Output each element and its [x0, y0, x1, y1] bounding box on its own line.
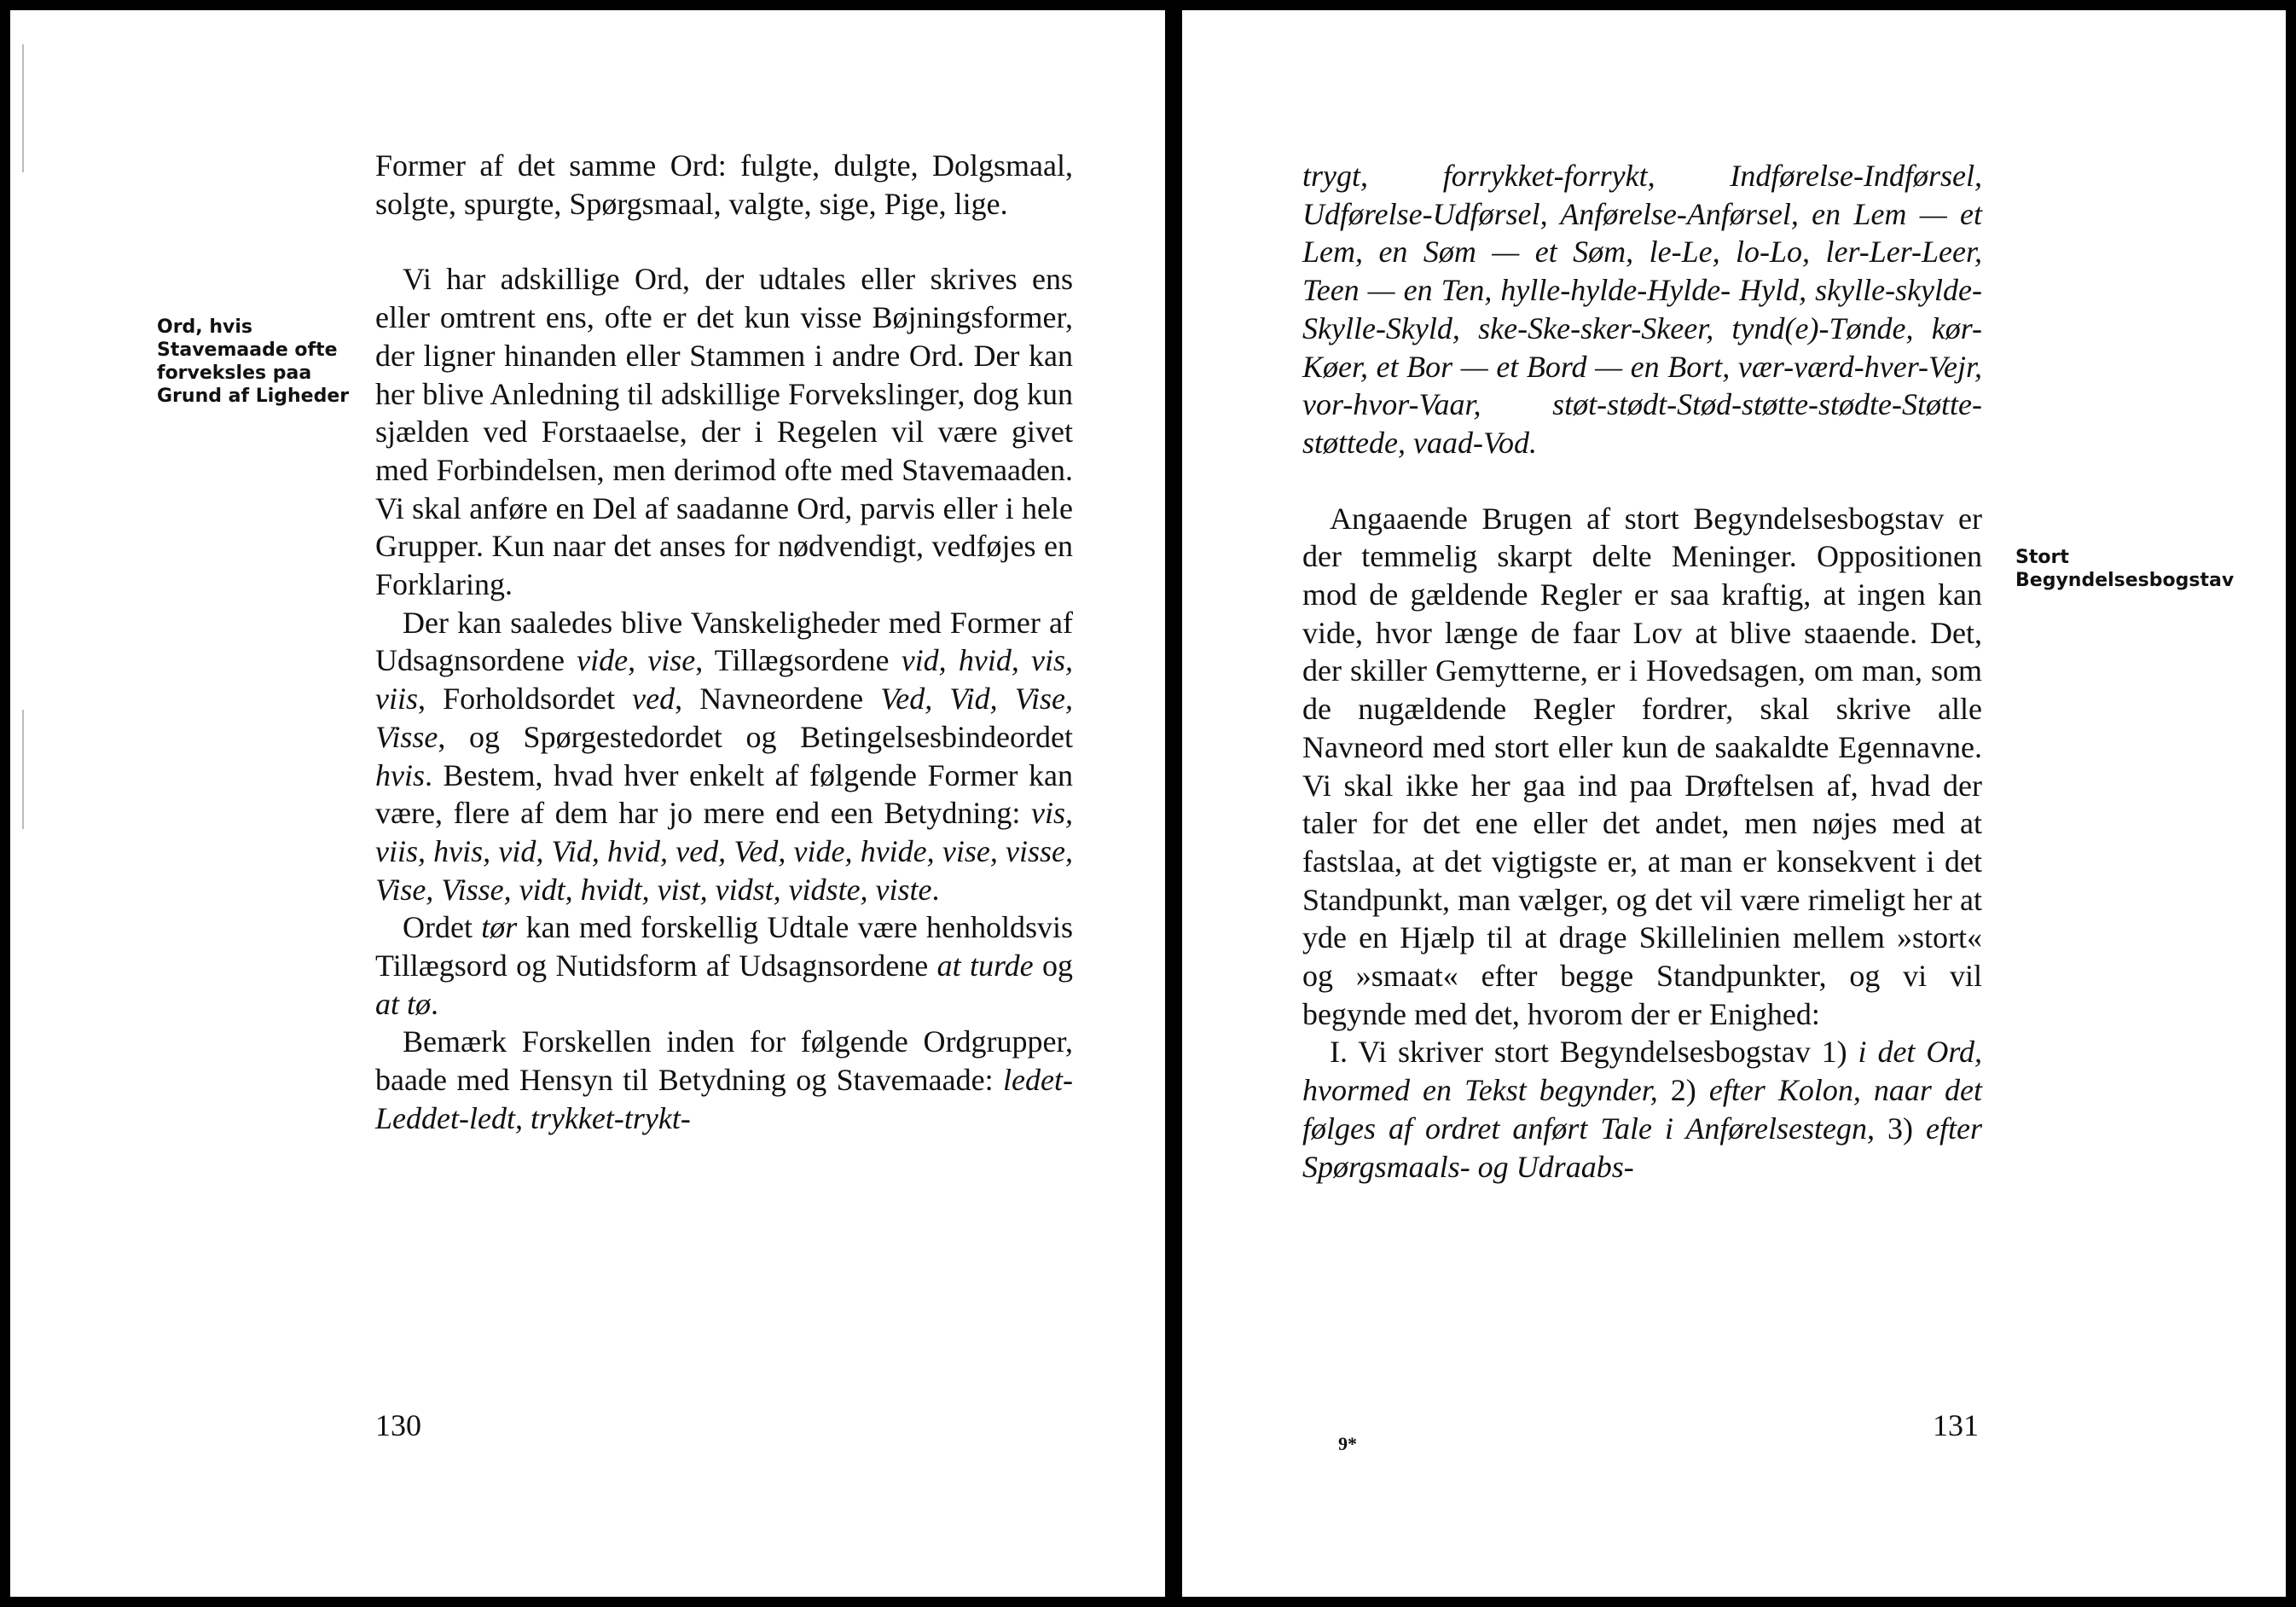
text-run: Der kan saaledes blive Vanskeligheder med Former af Udsagnsordene: [375, 605, 1073, 678]
signature-mark: 9*: [1338, 1433, 1357, 1454]
paragraph: [1302, 1033, 1982, 1186]
body-text: [1302, 157, 1982, 1186]
left-page: [10, 10, 1165, 1597]
text-run: , Forholdsordet: [418, 682, 633, 716]
paragraph: [375, 604, 1073, 909]
body-text: [375, 147, 1073, 1138]
text-run: Vi har adskillige Ord, der udtales eller skrives ens eller omtrent ens, ofte er det kun visse Bøjningsformer, der ligner hinanden eller Stammen i andre Ord. Der kan her blive Anledning til adskillige Forvekslinger, dog kun sjælden ved Forstaaelse, der i Regelen vil være givet med Forbindelsen, men derimod ofte med Stavemaaden. Vi skal anføre en Del af saadanne Ord, parvis eller i hele Grupper. Kun naar det anses for nødvendigt, vedføjes en Forklaring.: [375, 262, 1073, 602]
text-run: og: [1033, 949, 1074, 983]
text-run: , Navneordene: [675, 682, 881, 716]
italic-run: ledet-Leddet-ledt, trykket-trykt-: [375, 1063, 1073, 1135]
italic-run: vide, vise: [577, 643, 696, 678]
italic-run: Ved, Vid, Vise, Visse: [375, 682, 1073, 754]
text-run: 3): [1875, 1111, 1927, 1146]
text-run: Bemærk Forskellen inden for følgende Ordgrupper, baade med Hensyn til Betydning og Stavemaade:: [375, 1024, 1073, 1098]
page-number: 131: [1933, 1408, 1979, 1442]
binding-edge-mark: [22, 710, 24, 829]
italic-run: ved: [632, 682, 675, 716]
paragraph: [375, 1023, 1073, 1137]
italic-run: trygt, forrykket-forrykt, Indførelse-Indførsel, Udførelse-Udførsel, Anførelse-Anførsel, en Lem — et Lem, en Søm — et Søm, le-Le, lo-Lo, ler-Ler-Leer, Teen — en Ten, hylle-hylde-Hylde- Hyld, skylle-skylde-Skylle-Skyld, ske-Ske-sker-Skeer, tynd(e)-Tønde, kør-Køer, et Bor — et Bord — en Bort, vær-værd-hver-Vejr, vor-hvor-Vaar, støt-stødt-Stød-støtte-stødte-Støtte-støttede, vaad-Vod.: [1302, 159, 1982, 460]
italic-run: hvis: [375, 757, 425, 792]
paragraph: [1302, 157, 1982, 462]
text-run: Angaaende Brugen af stort Begyndelsesbogstav er der temmelig skarpt delte Meninger. Oppositionen mod de gældende Regler er saa kraftig, at ingen kan vide, hvor længe de faar Lov at blive staaende. Det, der skiller Gemytterne, er i Hovedsagen, om man, som de nugældende Regler fordrer, skal skrive alle Navneord med stort eller kun de saakaldte Egennavne. Vi skal ikke her gaa ind paa Drøftelsen af, hvad der taler for det ene eller det andet, men nøjes med at fastslaa, at det vigtigste er, at man er konsekvent i det Standpunkt, man vælger, og det vil være rimeligt her at yde en Hjælp til at drage Skillelinien mellem »stort« og »smaat« efter begge Standpunkter, og vi vil begynde med det, hvorom der er Enighed:: [1302, 501, 1982, 1031]
text-run: I. Vi skriver stort Begyndelsesbogstav 1): [1330, 1035, 1858, 1070]
page-number: 130: [375, 1408, 421, 1442]
paragraph: [375, 147, 1073, 223]
text-run: Former af det samme Ord: fulgte, dulgte, Dolgsmaal, solgte, spurgte, Spørgsmaal, valgte, sige, Pige, lige.: [375, 148, 1073, 221]
text-run: 2): [1657, 1073, 1709, 1108]
italic-run: i det Ord, hvormed en Tekst begynder,: [1302, 1035, 1982, 1108]
italic-run: vid, hvid, vis, viis: [375, 643, 1074, 716]
text-run: kan med forskellig Udtale være henholdsvis Tillægsord og Nutidsform af Udsagnsordene: [375, 910, 1074, 983]
right-page: [1182, 10, 2286, 1597]
italic-run: at tø: [375, 986, 432, 1021]
text-run: . Bestem, hvad hver enkelt af følgende Former kan være, flere af dem har jo mere end een Betydning:: [375, 757, 1073, 831]
text-run: Ordet: [403, 910, 482, 945]
margin-note: Ord, hvis Stavemaade ofte forveksles paa Grund af Ligheder: [157, 316, 350, 407]
italic-run: at turde: [936, 949, 1034, 983]
text-run: .: [431, 986, 439, 1021]
paragraph: [375, 908, 1073, 1023]
text-run: , Tillægsordene: [695, 643, 902, 678]
paragraph: [1302, 500, 1982, 1034]
binding-edge-mark: [22, 44, 24, 172]
italic-run: tør: [481, 910, 518, 945]
paragraph: [375, 260, 1073, 603]
italic-run: vis, viis, hvis, vid, Vid, hvid, ved, Ved, vide, hvide, vise, visse, Vise, Visse, vidt, hvidt, vist, vidst, vidste, viste: [375, 796, 1073, 907]
italic-run: efter Spørgsmaals- og Udraabs-: [1302, 1111, 1982, 1184]
text-run: , og Spørgestedordet og Betingelsesbindeordet: [438, 719, 1073, 754]
italic-run: efter Kolon, naar det følges af ordret anført Tale i Anførelsestegn,: [1302, 1073, 1982, 1146]
text-run: .: [931, 872, 940, 907]
margin-note: Stort Begyndelsesbogstav: [2015, 547, 2235, 591]
